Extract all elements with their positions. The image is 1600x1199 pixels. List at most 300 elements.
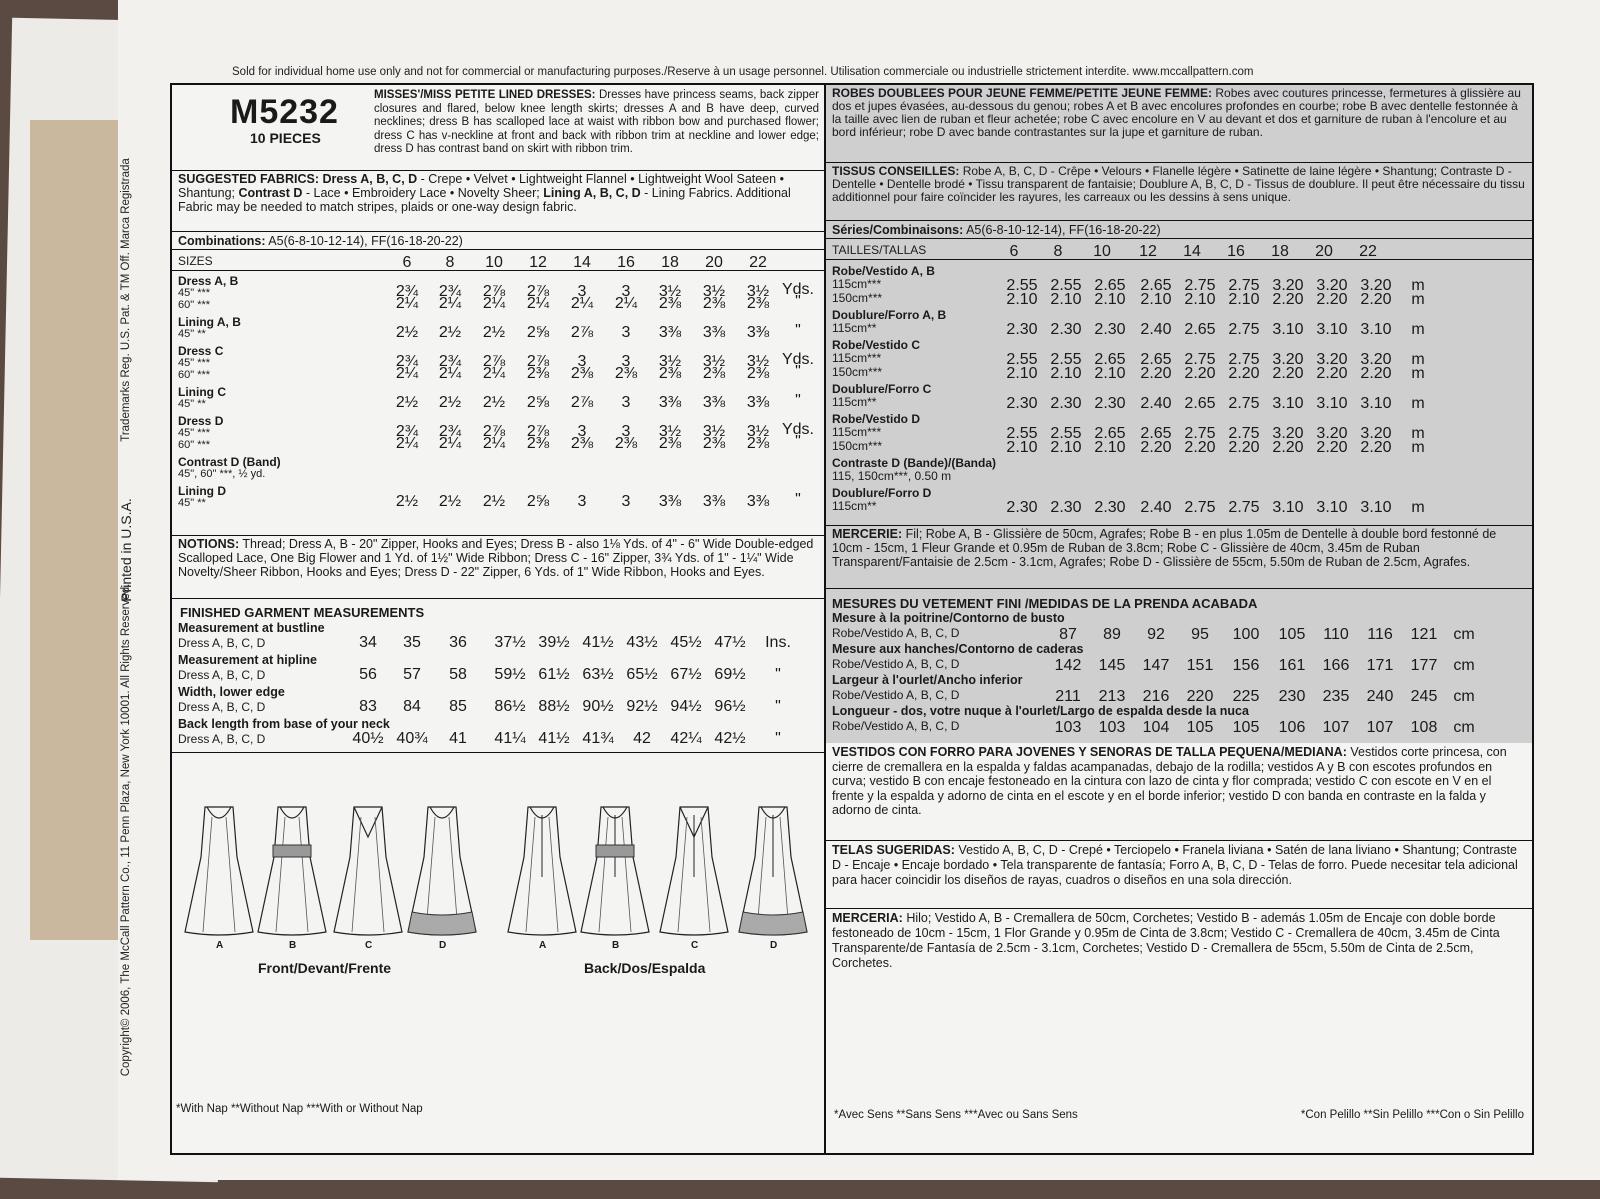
yardage-group-label: Contrast D (Band) <box>178 455 281 469</box>
yardage-value: 3 <box>621 394 631 411</box>
fr-yardage-value: 2.20 <box>1184 439 1216 456</box>
fr-finished-value: 105 <box>1232 719 1260 736</box>
fr-yardage-value: 2.75 <box>1184 351 1216 368</box>
fr-yardage-unit: m <box>1411 395 1425 412</box>
fr-yardage-unit: m <box>1411 291 1425 308</box>
yardage-value: 2⅜ <box>702 435 726 452</box>
finished-value: 41¾ <box>582 730 614 747</box>
yardage-unit: " <box>795 433 801 450</box>
es-fabrics-text: Vestido A, B, C, D - Crepé • Terciopelo • Franela liviana • Satén de lana liviano • Shantung; Contraste D - Encaje • Encaje bordado • Tela transparente de fantasía; Forro A, B, C, D - Telas de forro. Puede necesitar tela adicional para hacer coincidir los diseños de rayas, cuadros o diseños en una sola dirección. <box>832 843 1518 887</box>
fr-notions-label: MERCERIE: <box>832 527 903 541</box>
yardage-value: 3 <box>621 493 631 510</box>
fr-yardage-value: 3.20 <box>1316 277 1348 294</box>
fr-yardage-value: 2.75 <box>1228 395 1260 412</box>
fr-finished-value: 142 <box>1054 657 1082 674</box>
fr-yardage-value: 2.10 <box>1006 365 1038 382</box>
fr-yardage-value: 2.30 <box>1006 321 1038 338</box>
fr-yardage-value: 3.20 <box>1316 425 1348 442</box>
fr-finished-value: 177 <box>1410 657 1438 674</box>
finished-row-label: Dress A, B, C, D <box>178 668 266 682</box>
suggested-fabrics <box>172 170 824 232</box>
copyright-text: Copyright© 2006, The McCall Pattern Co., 11 Penn Plaza, New York 10001. All Rights Reserved. <box>120 583 132 1077</box>
back-dress-b <box>581 807 649 935</box>
finished-group-label: Width, lower edge <box>178 685 285 699</box>
fabrics-lining-text: - Lining Fabrics. Additional Fabric may be needed to match stripes, plaids or one-way design fabric. <box>178 186 791 214</box>
yardage-value: 2⅜ <box>702 365 726 382</box>
yardage-value: 2⅞ <box>526 353 550 370</box>
finished-group-label: Back length from base of your neck <box>178 717 390 731</box>
finished-value: 59½ <box>494 666 526 683</box>
yardage-value: 2¾ <box>395 283 419 300</box>
fr-yardage-value: 2.65 <box>1140 425 1172 442</box>
finished-group-label: Measurement at bustline <box>178 621 325 635</box>
fr-yardage-value: 2.10 <box>1094 365 1126 382</box>
yardage-table-en <box>172 250 824 536</box>
finished-unit: Ins. <box>765 634 791 651</box>
yardage-value: 3⅜ <box>746 493 770 510</box>
fr-yardage-group-label: Doublure/Forro D <box>832 486 932 500</box>
english-column <box>172 85 826 1153</box>
es-notions-text: Hilo; Vestido A, B - Cremallera de 50cm, Corchetes; Vestido B - además 1.05m de Encaje con doble borde festoneado de 10cm - 15cm, 1 Flor Grande y 0.95m de Cinta de 3.8cm; Vestido C - Cremallera de 40cm, 3.45m de Cinta Transparente/de Fantasía de 2.5cm - 3.1cm, Corchetes; Vestido D - Cremallera de 55cm, 5.50m de Cinta de 2.5cm, Corchetes. <box>832 911 1500 970</box>
fr-yardage-value: 2.55 <box>1050 277 1082 294</box>
yardage-width: 45", 60" ***, ½ yd. <box>178 468 266 480</box>
yardage-value: 3⅜ <box>658 493 682 510</box>
divider <box>826 259 1532 260</box>
finished-value: 85 <box>449 698 467 715</box>
fr-yardage-unit: m <box>1411 321 1425 338</box>
back-figure-label: A <box>539 940 547 951</box>
front-caption: Front/Devant/Frente <box>258 960 392 976</box>
french-spanish-column <box>826 85 1532 1153</box>
fr-finished-value: 225 <box>1232 688 1260 705</box>
fabrics-dress-text: - Crepe • Velvet • Lightweight Flannel • Lightweight Wool Sateen • Shantung; <box>178 172 784 200</box>
fr-finished-value: 110 <box>1323 626 1349 643</box>
fr-finished-value: 230 <box>1278 688 1306 705</box>
yardage-value: 2¼ <box>482 435 506 452</box>
footnote-es: *Con Pelillo **Sin Pelillo ***Con o Sin Pelillo <box>1300 1109 1524 1121</box>
finished-row-label: Dress A, B, C, D <box>178 732 266 746</box>
fr-yardage-value: 2.30 <box>1094 499 1126 516</box>
figures-area <box>172 752 824 1082</box>
finished-value: 37½ <box>494 634 526 651</box>
fr-yardage-value: 2.20 <box>1316 365 1348 382</box>
es-description-text: Vestidos corte princesa, con cierre de cremallera en la espalda y faldas acampanadas, debajo de la rodilla; vestidos A y B con escotes profundos en curva; vestido B con encaje festoneado en la cintura con lazo de cinta y flor comprada; vestido C con escote en V en el frente y la espalda y adorno de cinta en el escote y en el borde inferior; vestido D con banda en contraste en la falda y adorno de cinta. <box>832 745 1507 817</box>
finished-title: FINISHED GARMENT MEASUREMENTS <box>180 605 425 620</box>
yardage-value: 2¾ <box>395 423 419 440</box>
yardage-value: 3½ <box>658 423 682 440</box>
divider <box>172 270 824 271</box>
fr-yardage-value: 2.20 <box>1316 439 1348 456</box>
fr-series <box>826 221 1532 239</box>
yardage-value: 2¼ <box>438 365 462 382</box>
finished-value: 67½ <box>670 666 702 683</box>
fr-yardage-value: 3.10 <box>1360 395 1392 412</box>
yardage-width: 45" ** <box>178 497 206 509</box>
yardage-value: 2⅜ <box>614 365 638 382</box>
fr-size-header: 16 <box>1227 243 1245 260</box>
fr-yardage-width: 115, 150cm***, 0.50 m <box>832 469 952 483</box>
yardage-value: 3 <box>577 493 587 510</box>
yardage-value: 3½ <box>658 283 682 300</box>
fr-finished-value: 105 <box>1186 719 1214 736</box>
fr-yardage-value: 2.20 <box>1228 439 1260 456</box>
yardage-value: 2⅝ <box>526 493 550 510</box>
yardage-width: 60" *** <box>178 439 211 451</box>
yardage-group-label: Lining C <box>178 385 226 399</box>
combinations-label: Combinations: <box>178 234 266 248</box>
fr-yardage-value: 3.10 <box>1316 499 1348 516</box>
finished-value: 69½ <box>714 666 746 683</box>
yardage-value: 2½ <box>482 493 506 510</box>
fr-finished-group-label: Mesure à la poitrine/Contorno de busto <box>832 611 1065 625</box>
yardage-width: 45" ** <box>178 398 206 410</box>
finished-value: 35 <box>403 634 421 651</box>
finished-value: 90½ <box>582 698 614 715</box>
fr-size-header: 14 <box>1183 243 1201 260</box>
fr-finished-row-label: Robe/Vestido A, B, C, D <box>832 657 960 671</box>
size-header: 16 <box>617 254 635 271</box>
fr-yardage-width: 115cm** <box>832 395 877 409</box>
fr-yardage-value: 2.20 <box>1228 365 1260 382</box>
yardage-value: 2¼ <box>482 295 506 312</box>
yardage-value: 2½ <box>482 324 506 341</box>
fr-yardage-value: 2.20 <box>1140 365 1172 382</box>
fr-yardage-value: 3.10 <box>1360 499 1392 516</box>
yardage-value: 2¼ <box>526 295 550 312</box>
fr-yardage-value: 2.75 <box>1184 277 1216 294</box>
notions <box>172 535 824 599</box>
fr-yardage-value: 2.10 <box>1140 291 1172 308</box>
finished-value: 41 <box>449 730 467 747</box>
fr-finished-value: 108 <box>1410 719 1438 736</box>
finished-group-label: Measurement at hipline <box>178 653 317 667</box>
es-title: VESTIDOS CON FORRO PARA JOVENES Y SENORAS DE TALLA PEQUENA/MEDIANA: <box>832 745 1347 759</box>
description-text: Dresses have princess seams, back zipper closures and flared, below knee length skirts; dresses A and B have deep, curved necklines; dress B has scalloped lace at waist with ribbon bow and purchased flower; dress C has v-neckline at front and back with ribbon trim at neckline and lower edge; dress D has contrast band on skirt with ribbon trim. <box>374 89 819 155</box>
yardage-value: 2⅜ <box>702 295 726 312</box>
finished-measurements-en <box>172 599 824 753</box>
fr-yardage-value: 3.20 <box>1272 425 1304 442</box>
back-dress-a <box>508 807 576 935</box>
yardage-value: 2½ <box>482 394 506 411</box>
fr-yardage-value: 2.30 <box>1094 395 1126 412</box>
fr-yardage-value: 2.65 <box>1094 351 1126 368</box>
printed-text: Printed in U.S.A. <box>118 498 134 602</box>
yardage-unit: " <box>795 491 801 508</box>
front-dress-c <box>334 807 402 935</box>
fr-yardage-value: 2.30 <box>1050 395 1082 412</box>
fr-finished-value: 89 <box>1103 626 1121 643</box>
fr-yardage-width: 115cm** <box>832 321 877 335</box>
finished-value: 43½ <box>626 634 658 651</box>
yardage-value: 2¼ <box>570 295 594 312</box>
yardage-value: 2⅝ <box>526 324 550 341</box>
fr-size-header: 10 <box>1093 243 1111 260</box>
yardage-value: 3⅜ <box>702 394 726 411</box>
fr-finished-value: 106 <box>1278 719 1306 736</box>
back-figure-label: B <box>612 940 620 951</box>
yardage-value: 2⅞ <box>526 283 550 300</box>
front-dress-d <box>408 807 476 935</box>
finished-value: 92½ <box>626 698 658 715</box>
size-header: 20 <box>705 254 723 271</box>
fr-finished-value: 213 <box>1098 688 1126 705</box>
fr-yardage-width: 115cm** <box>832 499 877 513</box>
yardage-value: 2⅜ <box>658 365 682 382</box>
fr-yardage-group-label: Robe/Vestido C <box>832 338 921 352</box>
finished-value: 47½ <box>714 634 746 651</box>
fr-yardage-value: 2.10 <box>1006 439 1038 456</box>
finished-value: 41¼ <box>494 730 526 747</box>
yardage-unit: " <box>795 392 801 409</box>
yardage-value: 2⅞ <box>482 423 506 440</box>
fr-finished-unit: cm <box>1453 688 1475 705</box>
fr-yardage-value: 2.40 <box>1140 321 1172 338</box>
fr-finished-value: 100 <box>1232 626 1260 643</box>
fabrics-dress-label: Dress A, B, C, D <box>322 172 418 186</box>
yardage-value: 2¾ <box>395 353 419 370</box>
fr-yardage-value: 3.10 <box>1316 395 1348 412</box>
yardage-value: 2⅞ <box>570 324 594 341</box>
yardage-value: 2⅞ <box>570 394 594 411</box>
yardage-value: 2⅜ <box>746 435 770 452</box>
yardage-value: 3⅜ <box>702 324 726 341</box>
fr-yardage-value: 2.30 <box>1006 499 1038 516</box>
fr-yardage-value: 2.20 <box>1360 291 1392 308</box>
fr-size-header: 22 <box>1359 243 1377 260</box>
size-header: 14 <box>573 254 591 271</box>
fr-yardage-value: 2.30 <box>1050 499 1082 516</box>
yardage-value: 2¾ <box>438 353 462 370</box>
front-dress-a <box>185 807 253 935</box>
finished-value: 61½ <box>538 666 570 683</box>
yardage-value: 2⅞ <box>482 283 506 300</box>
footnote-en: *With Nap **Without Nap ***With or Without Nap <box>176 1103 423 1115</box>
fr-yardage-value: 2.20 <box>1360 439 1392 456</box>
finished-value: 40¾ <box>396 730 428 747</box>
fr-series-label: Séries/Combinaisons: <box>832 223 964 237</box>
fr-yardage-value: 3.10 <box>1360 321 1392 338</box>
fr-yardage-value: 2.55 <box>1006 277 1038 294</box>
yardage-value: 2⅝ <box>526 394 550 411</box>
fabrics-lining-label: Lining A, B, C, D <box>543 186 641 200</box>
fr-title: ROBES DOUBLEES POUR JEUNE FEMME/PETITE JEUNE FEMME: <box>832 86 1213 100</box>
finished-value: 56 <box>359 666 377 683</box>
fr-yardage-group-label: Doublure/Forro C <box>832 382 932 396</box>
yardage-value: 2¼ <box>614 295 638 312</box>
es-fabrics-label: TELAS SUGERIDAS: <box>832 843 955 857</box>
fabrics-label: SUGGESTED FABRICS: <box>178 172 319 186</box>
fr-yardage-group-label: Doublure/Forro A, B <box>832 308 947 322</box>
yardage-value: 2¼ <box>438 295 462 312</box>
finished-unit: " <box>775 730 781 747</box>
front-figure-label: D <box>439 940 447 951</box>
fr-finished-value: 220 <box>1186 688 1214 705</box>
dress-illustrations <box>172 752 824 1082</box>
yardage-value: 2½ <box>395 493 419 510</box>
fr-yardage-value: 2.75 <box>1228 499 1260 516</box>
finished-value: 40½ <box>352 730 384 747</box>
fr-yardage-value: 2.10 <box>1050 365 1082 382</box>
fr-yardage-value: 3.10 <box>1272 499 1304 516</box>
fr-yardage-value: 3.20 <box>1360 277 1392 294</box>
yardage-value: 2¾ <box>438 283 462 300</box>
finished-value: 42¼ <box>670 730 702 747</box>
fr-size-header: 12 <box>1139 243 1157 260</box>
fr-yardage-value: 3.10 <box>1272 321 1304 338</box>
fr-yardage-value: 3.20 <box>1360 425 1392 442</box>
fr-finished-row-label: Robe/Vestido A, B, C, D <box>832 688 960 702</box>
fr-yardage-value: 2.20 <box>1272 291 1304 308</box>
fr-yardage-width: 150cm*** <box>832 365 883 379</box>
fr-yardage-value: 2.10 <box>1094 439 1126 456</box>
fr-notions <box>826 525 1532 589</box>
size-header: 18 <box>661 254 679 271</box>
yardage-value: 3½ <box>746 423 770 440</box>
yardage-value: 3 <box>621 353 631 370</box>
fr-yardage-unit: m <box>1411 277 1425 294</box>
yardage-value: 2⅜ <box>570 365 594 382</box>
fr-finished-group-label: Mesure aux hanches/Contorno de caderas <box>832 642 1084 656</box>
fr-finished-value: 156 <box>1232 657 1260 674</box>
fr-sizes-label: TAILLES/TALLAS <box>832 243 927 257</box>
fr-yardage-width: 150cm*** <box>832 439 883 453</box>
finished-value: 39½ <box>538 634 570 651</box>
fr-yardage-value: 2.65 <box>1094 425 1126 442</box>
yardage-value: 3 <box>621 324 631 341</box>
fr-yardage-unit: m <box>1411 365 1425 382</box>
fr-fabrics-text: Robe A, B, C, D - Crêpe • Velours • Flanelle légère • Satinette de laine légère • Shantung; Contraste D - Dentelle • Dentelle brodé • Tissu transparent de fantaisie; Doublure A, B, C, D - Tissus de doublure. Il peut être nécessaire du tissu additionnel pour faire coïncider les rayures, les carreaux ou les dessins à sens unique. <box>832 164 1525 204</box>
size-header: 8 <box>445 254 455 271</box>
fr-finished-row-label: Robe/Vestido A, B, C, D <box>832 719 960 733</box>
fr-finished-value: 145 <box>1098 657 1126 674</box>
fr-finished-group-label: Longueur - dos, votre nuque à l'ourlet/Largo de espalda desde la nuca <box>832 704 1249 718</box>
fr-size-header: 6 <box>1009 243 1019 260</box>
pieces-count: 10 PIECES <box>250 130 321 146</box>
back-figure-label: C <box>691 940 699 951</box>
yardage-unit: " <box>795 293 801 310</box>
yardage-value: 2⅜ <box>746 365 770 382</box>
finished-unit: " <box>775 666 781 683</box>
fr-yardage-unit: m <box>1411 439 1425 456</box>
yardage-width: 45" ** <box>178 328 206 340</box>
finished-value: 41½ <box>538 730 570 747</box>
fr-yardage-value: 2.10 <box>1228 291 1260 308</box>
yardage-value: 3 <box>577 283 587 300</box>
yardage-width: 45" *** <box>178 287 211 299</box>
yardage-value: 3⅜ <box>658 394 682 411</box>
fr-yardage-value: 2.40 <box>1140 499 1172 516</box>
yardage-value: 2½ <box>395 394 419 411</box>
fr-yardage-value: 3.20 <box>1316 351 1348 368</box>
pattern-info-box <box>170 83 1534 1155</box>
fr-yardage-value: 3.20 <box>1360 351 1392 368</box>
finished-value: 36 <box>449 634 467 651</box>
fr-finished-value: 161 <box>1278 657 1306 674</box>
yardage-width: 60" *** <box>178 369 211 381</box>
fr-finished-value: 107 <box>1366 719 1394 736</box>
yardage-value: 3½ <box>658 353 682 370</box>
fr-yardage-value: 2.30 <box>1006 395 1038 412</box>
fr-finished-value: 240 <box>1366 688 1394 705</box>
yardage-width: 45" *** <box>178 357 211 369</box>
yardage-unit: Yds. <box>781 281 814 298</box>
fr-yardage-value: 2.20 <box>1272 365 1304 382</box>
fr-yardage-group-label: Robe/Vestido A, B <box>832 264 935 278</box>
yardage-table-fr <box>826 239 1532 526</box>
notions-label: NOTIONS: <box>178 537 240 551</box>
fr-yardage-value: 2.65 <box>1140 351 1172 368</box>
yardage-value: 2¼ <box>395 365 419 382</box>
fr-yardage-group-label: Contraste D (Bande)/(Banda) <box>832 456 997 470</box>
yardage-value: 2¼ <box>395 295 419 312</box>
back-dress-d <box>739 807 807 935</box>
fr-yardage-value: 3.10 <box>1272 395 1304 412</box>
yardage-value: 3 <box>577 423 587 440</box>
footnote-fr: *Avec Sens **Sans Sens ***Avec ou Sans Sens <box>834 1109 1078 1121</box>
yardage-value: 2⅜ <box>570 435 594 452</box>
fr-yardage-value: 2.40 <box>1140 395 1172 412</box>
fr-yardage-value: 2.65 <box>1184 395 1216 412</box>
yardage-width: 60" *** <box>178 299 211 311</box>
fr-yardage-width: 115cm*** <box>832 277 882 291</box>
fr-yardage-value: 2.30 <box>1050 321 1082 338</box>
size-header: 22 <box>749 254 767 271</box>
yardage-group-label: Dress C <box>178 344 224 358</box>
back-figure-label: D <box>770 940 778 951</box>
fr-yardage-value: 2.75 <box>1228 277 1260 294</box>
trademark-text: Trademarks Reg. U.S. Pat. & TM Off. Marca Registrada <box>120 158 132 442</box>
fr-yardage-value: 2.10 <box>1006 291 1038 308</box>
yardage-unit: " <box>795 363 801 380</box>
fr-finished-unit: cm <box>1453 626 1475 643</box>
fr-yardage-unit: m <box>1411 351 1425 368</box>
yardage-group-label: Lining A, B <box>178 315 241 329</box>
fr-finished-value: 105 <box>1278 626 1306 643</box>
finished-value: 96½ <box>714 698 746 715</box>
yardage-group-label: Lining D <box>178 484 226 498</box>
fr-finished-unit: cm <box>1453 657 1475 674</box>
fr-finished-value: 107 <box>1322 719 1350 736</box>
fr-yardage-value: 2.65 <box>1094 277 1126 294</box>
finished-unit: " <box>775 698 781 715</box>
finished-value: 41½ <box>582 634 614 651</box>
fr-yardage-width: 115cm*** <box>832 351 882 365</box>
fr-yardage-group-label: Robe/Vestido D <box>832 412 921 426</box>
yardage-value: 3⅜ <box>746 324 770 341</box>
pattern-header <box>172 85 824 171</box>
fr-yardage-value: 2.75 <box>1228 425 1260 442</box>
fr-yardage-width: 115cm*** <box>832 425 882 439</box>
finished-value: 65½ <box>626 666 658 683</box>
yardage-value: 2¼ <box>438 435 462 452</box>
size-header: 10 <box>485 254 503 271</box>
yardage-value: 3 <box>621 283 631 300</box>
pattern-number: M5232 <box>230 93 339 131</box>
fr-yardage-value: 2.30 <box>1094 321 1126 338</box>
fr-notions-text: Fil; Robe A, B - Glissière de 50cm, Agrafes; Robe B - en plus 1.05m de Dentelle à double bord festonné de 10cm - 15cm, 1 Fleur Grande et 0.95m de Ruban de 3.8cm; Robe C - Glissière de 40cm, 3.45m de Ruban Transparent/Fantaisie de 2.5cm - 3.1cm, Agrafes; Robe D - Glissière de 55cm, 5.50m de Ruban de 2.5cm, Agrafes. <box>832 527 1497 569</box>
yardage-value: 2½ <box>438 324 462 341</box>
front-dress-b <box>258 807 326 935</box>
fr-finished-value: 235 <box>1322 688 1350 705</box>
yardage-value: 2⅞ <box>526 423 550 440</box>
yardage-value: 3⅜ <box>658 324 682 341</box>
fr-finished-value: 171 <box>1366 657 1394 674</box>
front-figure-label: C <box>365 940 373 951</box>
yardage-value: 2¼ <box>482 365 506 382</box>
finished-value: 88½ <box>538 698 570 715</box>
finished-measurements-fr <box>826 589 1532 744</box>
front-figure-label: A <box>216 940 224 951</box>
